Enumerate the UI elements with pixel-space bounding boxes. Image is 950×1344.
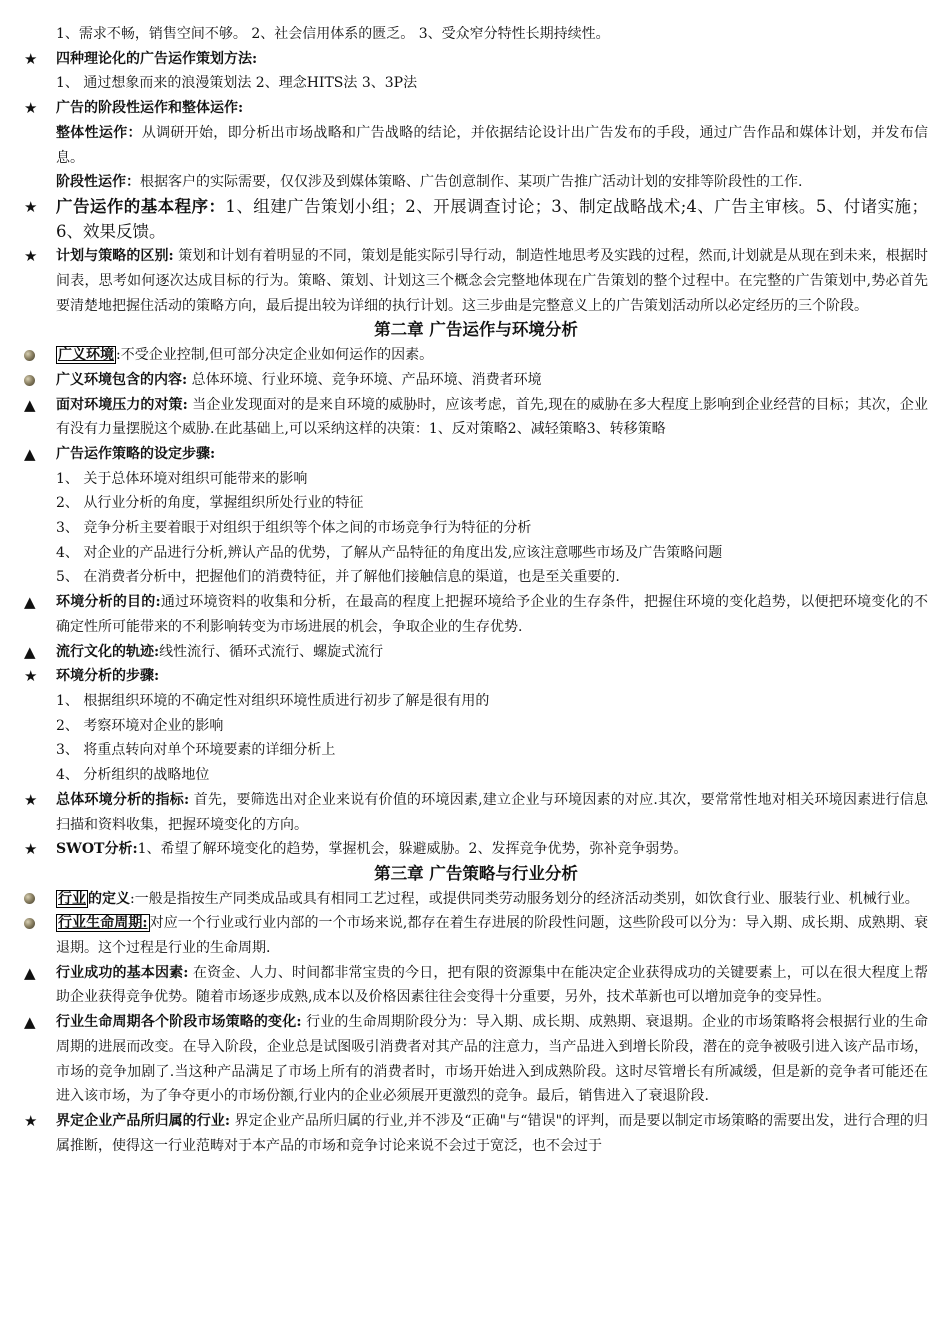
item-heading: 四种理论化的广告运作策划方法: bbox=[56, 50, 258, 67]
triangle-icon: ▲ bbox=[24, 444, 36, 463]
term-text: 1、组建广告策划小组；2、开展调查讨论；3、制定战略战术;4、广告主审核。5、付诸实施；6、效果反馈。 bbox=[56, 196, 928, 241]
bullet-item bbox=[24, 96, 928, 121]
list-item: 4、 分析组织的战略地位 bbox=[56, 767, 210, 784]
triangle-icon: ▲ bbox=[24, 642, 36, 661]
term-text: :不受企业控制,但可部分决定企业如何运作的因素。 bbox=[116, 347, 434, 364]
term-label: 行业 bbox=[58, 890, 86, 907]
term-label: 计划与策略的区别: bbox=[56, 248, 174, 265]
term-text: 总体环境、行业环境、竞争环境、产品环境、消费者环境 bbox=[187, 371, 542, 388]
bullet-item bbox=[24, 47, 928, 72]
term-label: 阶段性运作： bbox=[56, 174, 140, 191]
ball-bullet-icon bbox=[24, 887, 56, 912]
bullet-item bbox=[24, 195, 928, 244]
term-text: 首先，要筛选出对企业来说有价值的环境因素,建立企业与环境因素的对应.其次，要常常性地对相关环境因素进行信息扫描和资料收集，把握环境变化的方向。 bbox=[56, 791, 928, 833]
bullet-item bbox=[24, 788, 928, 837]
term-text: 1、希望了解环境变化的趋势，掌握机会，躲避威胁。2、发挥竞争优势，弥补竞争弱势。 bbox=[137, 841, 688, 858]
ball-bullet-icon bbox=[24, 368, 56, 393]
bullet-item bbox=[24, 442, 928, 467]
bullet-item bbox=[24, 590, 928, 639]
term-text: 在资金、人力、时间都非常宝贵的今日，把有限的资源集中在能决定企业获得成功的关键要素上，可以在很大程度上帮助企业获得竞争优势。随着市场逐步成熟,成本以及价格因素往往会变得十分重要，另外，技术革新也可以增加竞争的变异性。 bbox=[56, 964, 928, 1006]
star-icon: ★ bbox=[24, 790, 38, 809]
term-text: 对应一个行业或行业内部的一个市场来说,都存在着生存进展的阶段性问题，这些阶段可以分为：导入期、成长期、成熟期、衰退期。这个过程是行业的生命周期. bbox=[56, 915, 928, 957]
term-label: 总体环境分析的指标: bbox=[56, 791, 190, 808]
paragraph bbox=[24, 170, 928, 195]
item-heading: 环境分析的步骤: bbox=[56, 668, 160, 685]
bullet-item bbox=[24, 368, 928, 393]
list-item: 1、 根据组织环境的不确定性对组织环境性质进行初步了解是很有用的 bbox=[56, 692, 490, 709]
term-text: :一般是指按生产同类成品或具有相同工艺过程，或提供同类劳动服务划分的经济活动类别，如饮食行业、服装行业、机械行业。 bbox=[130, 890, 919, 907]
text-line: 1、 通过想象而来的浪漫策划法 2、理念HITS法 3、3P法 bbox=[56, 75, 418, 92]
ball-bullet-icon bbox=[24, 911, 56, 936]
star-icon: ★ bbox=[24, 49, 38, 68]
term-label: 行业生命周期各个阶段市场策略的变化: bbox=[56, 1014, 302, 1031]
term-label: 广义环境包含的内容: bbox=[56, 371, 188, 388]
item-heading: 广告运作策略的设定步骤: bbox=[56, 445, 216, 462]
paragraph bbox=[24, 121, 928, 170]
bullet-item bbox=[24, 961, 928, 1010]
term-text: 策划和计划有着明显的不同，策划是能实际引导行动，制造性地思考及实践的过程，然而,计划就是从现在到未来，根据时间表，思考如何逐次达成目标的行为。策略、策划、计划这三个概念会完整地体现在广告策划的整个过程中。在完整的广告策划中,势必首先要清楚地把握住活动的策略方向，最后提出较为详细的执行计划。这三步曲是完整意义上的广告策划活动所以必定经历的三个阶段。 bbox=[56, 248, 929, 314]
triangle-icon: ▲ bbox=[24, 1013, 36, 1032]
chapter-title: 第二章 广告运作与环境分析 bbox=[374, 320, 578, 340]
term-label: 流行文化的轨迹: bbox=[56, 643, 160, 660]
triangle-icon: ▲ bbox=[24, 593, 36, 612]
term-text: 线性流行、循环式流行、螺旋式流行 bbox=[159, 643, 384, 660]
term-label: 面对环境压力的对策: bbox=[56, 396, 188, 413]
bullet-item bbox=[24, 664, 928, 689]
list-item: 1、 关于总体环境对组织可能带来的影响 bbox=[56, 470, 308, 487]
triangle-icon: ▲ bbox=[24, 963, 36, 982]
term-text: 根据客户的实际需要，仅仅涉及到媒体策略、广告创意制作、某项广告推广活动计划的安排等阶段性的工作. bbox=[140, 174, 803, 191]
list-item: 4、 对企业的产品进行分析,辨认产品的优势，了解从产品特征的角度出发,应该注意哪些市场及广告策略问题 bbox=[56, 544, 723, 561]
term-text: 界定企业产品所归属的行业,并不涉及“正确"与“错误"的评判，而是要以制定市场策略的需要出发，进行合理的归属推断，使得这一行业范畴对于本产品的市场和竞争讨论来说不会过于宽泛，也不会过于 bbox=[56, 1112, 929, 1154]
bullet-item bbox=[24, 244, 928, 318]
term-label-suffix: 的定义 bbox=[88, 890, 130, 907]
triangle-icon: ▲ bbox=[24, 395, 36, 414]
bullet-item bbox=[24, 911, 928, 960]
list-item: 2、 考察环境对企业的影响 bbox=[56, 717, 224, 734]
bullet-item bbox=[24, 887, 928, 912]
item-heading: 广告的阶段性运作和整体运作: bbox=[56, 100, 244, 117]
bullet-item bbox=[24, 393, 928, 442]
ball-bullet-icon bbox=[24, 343, 56, 368]
list-item: 5、 在消费者分析中，把握他们的消费特征，并了解他们接触信息的渠道，也是至关重要的. bbox=[56, 569, 620, 586]
term-label: SWOT分析: bbox=[56, 841, 138, 858]
bullet-item bbox=[24, 640, 928, 665]
term-label: 整体性运作： bbox=[56, 124, 142, 141]
term-text: 当企业发现面对的是来自环境的威胁时，应该考虑，首先,现在的威胁在多大程度上影响到企业经营的目标；其次，企业有没有力量摆脱这个威胁.在此基础上,可以采纳这样的决策：1、反对策略2、减轻策略3、转移策略 bbox=[56, 396, 928, 438]
star-icon: ★ bbox=[24, 247, 38, 266]
text-line: 1、需求不畅，销售空间不够。 2、社会信用体系的匮乏。 3、受众窄分特性长期持续性。 bbox=[56, 26, 610, 42]
term-label: 广告运作的基本程序： bbox=[56, 196, 226, 216]
star-icon: ★ bbox=[24, 840, 38, 859]
term-text: 通过环境资料的收集和分析，在最高的程度上把握环境给予企业的生存条件，把握住环境的变化趋势，以便把环境变化的不确定性所可能带来的不利影响转变为市场进展的机会，争取企业的生存优势. bbox=[56, 594, 928, 635]
list-item: 3、 竞争分析主要着眼于对组织于组织等个体之间的市场竞争行为特征的分析 bbox=[56, 520, 532, 537]
list-item: 2、 从行业分析的角度，掌握组织所处行业的特征 bbox=[56, 495, 364, 512]
star-icon: ★ bbox=[24, 99, 38, 118]
bullet-item bbox=[24, 343, 928, 368]
term-label: 行业生命周期: bbox=[58, 915, 148, 932]
star-icon: ★ bbox=[24, 667, 38, 686]
term-text: 行业的生命周期阶段分为：导入期、成长期、成熟期、衰退期。企业的市场策略将会根据行业的生命周期的进展而改变。在导入阶段，企业总是试图吸引消费者对其产品的注意力，当产品进入到增长阶段，潜在的竞争被吸引进入该产品市场，市场的竞争加剧了.当这种产品满足了市场上所有的消费者时，市场开始进入到成熟阶段。这时尽管增长有所减缓，但是新的竞争者可能还在进入该市场，为了争夺更小的市场份额,行业内的企业必须展开更激烈的竞争。最后，销售进入了衰退阶段. bbox=[56, 1014, 929, 1105]
term-text: 从调研开始，即分析出市场战略和广告战略的结论，并依据结论设计出广告发布的手段，通过广告作品和媒体计划，并发布信息。 bbox=[56, 124, 929, 166]
bullet-item bbox=[24, 837, 928, 862]
term-label: 行业成功的基本因素: bbox=[56, 964, 189, 981]
star-icon: ★ bbox=[24, 197, 38, 216]
bullet-item bbox=[24, 1109, 928, 1158]
star-icon: ★ bbox=[24, 1111, 38, 1130]
bullet-item bbox=[24, 1010, 928, 1109]
term-label: 界定企业产品所归属的行业: bbox=[56, 1112, 231, 1129]
list-item: 3、 将重点转向对单个环境要素的详细分析上 bbox=[56, 742, 336, 759]
chapter-title: 第三章 广告策略与行业分析 bbox=[374, 863, 578, 883]
term-label: 环境分析的目的: bbox=[56, 594, 161, 611]
term-label: 广义环境 bbox=[58, 347, 114, 364]
